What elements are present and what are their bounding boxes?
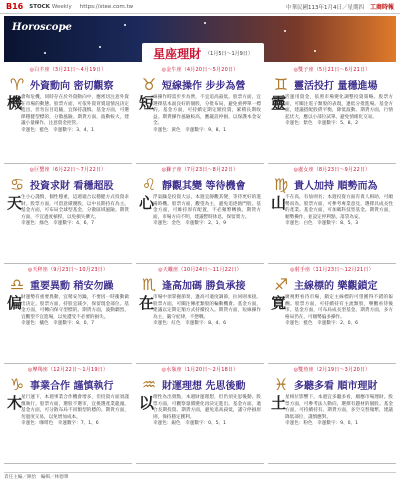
sign-card	[268, 164, 396, 264]
sign-text: 不在高，有仙則名；本週投資方面有貴人相助，可順勢而為。股票方面，可參考專業意見，選擇具成長性的產業。基金方面，可加碼科技型基金。期貨方面，順勢操作，並設定停利點，落袋為安。	[285, 195, 393, 220]
sagittarius-icon: ♐	[273, 274, 289, 294]
horoscope-banner	[4, 16, 396, 62]
taurus-icon: ♉	[141, 74, 157, 94]
paper-logo: 工商時報	[369, 4, 394, 11]
sign-lucky: 幸運色：黃色 幸運數字：9、8、1	[153, 127, 227, 133]
aries-icon: ♈	[9, 74, 25, 94]
sign-text: 活運用資金，依照市場變化調整投資策略。股票方面，可關注電子類股的表現，逢低分批進場。基金方面，建議搭配股債平衡，降低波動。期貨方面，行情起伏大，應以小部位試單，避免情緒化交易。	[285, 95, 393, 120]
sign-card	[4, 264, 132, 364]
sign-headline: 貴人加持 順勢而為	[294, 180, 378, 192]
sign-dates: ◎摩羯座（12月22日～1月19日）	[27, 367, 109, 373]
sign-card	[4, 364, 132, 464]
sign-text: 理性為出發點，本週財運理想，但仍須先思後動。股票方面，可觀察量價變化再決定進出。基金方面，適合長期投資。期貨方面，避免追高殺低，謹守停損原則，保持穩定獲利。	[153, 395, 261, 420]
scorpio-icon: ♏	[141, 274, 157, 294]
sign-headline: 靈活投打 量穩進場	[294, 80, 378, 92]
sign-dates: ◎處女座（8月23日～9月22日）	[293, 167, 371, 173]
sign-lucky: 幸運色：紅色 幸運數字：8、4、6	[153, 321, 227, 326]
sign-dates: ◎金牛座（4月20日～5月20日）	[161, 67, 239, 73]
sign-headline: 短線操作 步步為營	[162, 80, 246, 92]
gemini-icon: ♊	[273, 74, 289, 94]
drop-cap: 心	[139, 194, 155, 212]
sign-lucky: 幸運色：咖啡色 幸運數字：7、1、6	[21, 421, 99, 426]
sign-card	[4, 64, 132, 164]
drop-cap: 以	[139, 394, 155, 412]
drop-cap: 靈	[271, 94, 287, 112]
sign-text: 線操作時需步步為營，不宜追高殺低。股票方面，宜選擇基本面良好的個股，分批布局，避免重押單一標的。基金方面，可持續定期定額投資，累積長期收益。期貨操作風險較高，應嚴設停損，以保護本金安全。	[153, 95, 261, 126]
virgo-icon: ♍	[273, 174, 289, 194]
sign-dates: ◎天蠍座（10月24日～11月22日）	[158, 267, 242, 273]
capricorn-icon: ♑	[9, 374, 25, 394]
sign-dates: ◎水瓶座（1月20日～2月18日）	[161, 367, 239, 373]
sign-lucky: 幸運色：橘色 幸運數字：8、0、7	[21, 321, 95, 326]
sign-dates: ◎白羊座（3月21日～4月19日）	[29, 67, 107, 73]
sign-lucky: 幸運色：藍色 幸運數字：3、4、1	[21, 127, 95, 133]
top-bar	[0, 0, 400, 14]
sign-headline: 投資求財 看穩超股	[30, 180, 114, 192]
drop-cap: 天	[7, 194, 23, 212]
sign-dates: ◎射手座（11月23日～12月21日）	[290, 267, 374, 273]
sign-card	[268, 364, 396, 464]
drop-cap: 山	[271, 194, 287, 212]
sign-card	[136, 364, 264, 464]
sign-card	[136, 264, 264, 364]
leo-icon: ♌	[141, 174, 157, 194]
sign-card	[4, 164, 132, 264]
drop-cap: 機	[7, 94, 23, 112]
sign-dates: ◎天秤座（9月23日～10月23日）	[27, 267, 109, 273]
sign-dates: ◎雙子座（5月21日～6月21日）	[293, 67, 371, 73]
sign-dates: ◎巨蟹座（6月22日～7月22日）	[29, 167, 107, 173]
libra-icon: ♎	[9, 274, 25, 294]
drop-cap: 在	[139, 294, 155, 312]
pisces-icon: ♓	[273, 374, 289, 394]
sign-card	[136, 64, 264, 164]
horoscope-grid	[4, 64, 396, 464]
sign-card	[268, 64, 396, 164]
sign-headline: 主線標的 樂觀鎖定	[294, 280, 378, 292]
sign-lucky: 幸運色：藍色 幸運數字：2、0、6	[285, 321, 359, 326]
sign-dates: ◎獅子座（7月23日～8月22日）	[161, 167, 239, 173]
date-range: （1月5日～1月9日）	[205, 50, 253, 57]
sign-headline: 靜觀其變 等待機會	[162, 180, 246, 192]
sign-text: 生小心謹慎，個性穩重，這週適合以穩健方式投資求財。股票方面，可留意績優股，以中長期持有為主。基金方面，可布局全球型基金，分散區域風險。期貨方面，不宜過度槓桿，以免損失擴大。	[21, 195, 129, 220]
cancer-icon: ♋	[9, 174, 25, 194]
sign-card	[136, 164, 264, 264]
sign-headline: 多聽多看 順市理財	[294, 380, 378, 392]
sign-lucky: 幸運色：白色 幸運數字：8、5、3	[285, 221, 359, 226]
sign-text: 廣視野看待市場，鎖定主線標的可望獲得不錯的報酬。股票方面，可持續持有主流類股，樂觀看待後市。基金方面，可布局成長型基金。期貨方面，多方格局仍在，可順勢偏多操作。	[285, 295, 393, 320]
sign-lucky: 幸運色：紫色 幸運數字：5、8、2	[285, 121, 359, 126]
sign-lucky: 幸運色：綠色 幸運數字：4、6、7	[21, 221, 95, 226]
title-box	[142, 43, 264, 62]
sign-dates: ◎雙魚座（2月19日～3月20日）	[293, 367, 371, 373]
sign-card	[268, 264, 396, 364]
drop-cap: 木	[7, 394, 23, 412]
sign-text: 星相位影響下，本週宜多聽多看，順應市場理財。股票方面，可參考法人動向，選擇有題材的個股。基金方面，可持續持有。期貨方面，多空交替頻繁，建議降低部位，謹慎應對。	[285, 395, 393, 420]
drop-cap: 偏	[7, 294, 23, 312]
sign-headline: 逢高加碼 勝負承接	[162, 280, 246, 292]
drop-cap: 土	[271, 394, 287, 412]
sign-headline: 外資動向 密切觀察	[30, 80, 114, 92]
issue-date: 中華民國113年1月4日／星期四	[285, 4, 364, 11]
page-title: 星座理財	[153, 46, 202, 61]
sign-lucky: 幸運色：銀色 幸運數字：0、5、1	[153, 421, 227, 426]
sign-text: 財運勢有重要異動，宜稍安勿躁，不要因一時衝動做出決定。股票方面，持股宜減少，保留現金部位。基金方面，可轉向保守型標的。期貨方面，波動劇烈，宜觀望不宜進場，以免遭受不必要的損失。	[21, 295, 129, 320]
sign-headline: 重要異動 稍安勿躁	[30, 280, 114, 292]
drop-cap: 寬	[271, 294, 287, 312]
sign-lucky: 幸運色：金色 幸運數字：2、1、9	[153, 221, 227, 226]
page-number: B16	[6, 2, 24, 11]
sign-text: 會和危機，同時存在於外資動向中，應密切注意外資在市場的動態。股票方面，可依外資買賣超情況決定進出，但勿盲目追隨，宜保持謹慎。基金方面，可選擇穩健型標的，分散風險。期貨方面，波動較大，建議小量操作，注意資金控管。	[21, 95, 129, 126]
aquarius-icon: ♒	[141, 374, 157, 394]
sign-text: 星行運下，本週事業合作機會增多，但投資方面須謹慎執行。股票方面，選股不選市，宜挑選產業龍頭。基金方面，可分散布局不同類型的標的。期貨方面，勿過度交易，以免增加成本。	[21, 395, 129, 420]
sign-headline: 事業合作 謹慎執行	[30, 380, 114, 392]
brand-sub: Weekly	[51, 3, 72, 10]
site-url[interactable]: https://stee.com.tw	[79, 3, 134, 10]
sign-headline: 財運理想 先思後動	[162, 380, 246, 392]
section-label: Horoscope	[12, 22, 72, 33]
drop-cap: 短	[139, 94, 155, 112]
brand-name: STOCK	[29, 3, 50, 10]
sign-lucky: 幸運色：粉色 幸運數字：9、0、1	[285, 421, 359, 426]
sign-text: 市場中須掌握節奏，逢高可適度調節，拉回則承接。股票方面，可關注傳產類股的輪動機會。基金方面，建議以定期定額方式持續投入。期貨方面，短線操作為主，嚴守紀律，不戀戰。	[153, 295, 261, 320]
page-footer: 責任主編／陳怡 編輯／林德肇	[4, 472, 396, 480]
sign-text: 浮氣躁是投資大忌，本週宜靜觀其變，等待更好的進場時機。股票方面，觀望為主，避免追逐熱門股。基金方面，可維持原有配置，不必頻繁轉換。期貨方面，市場方向不明，建議暫時休息，保留實力。	[153, 195, 261, 220]
